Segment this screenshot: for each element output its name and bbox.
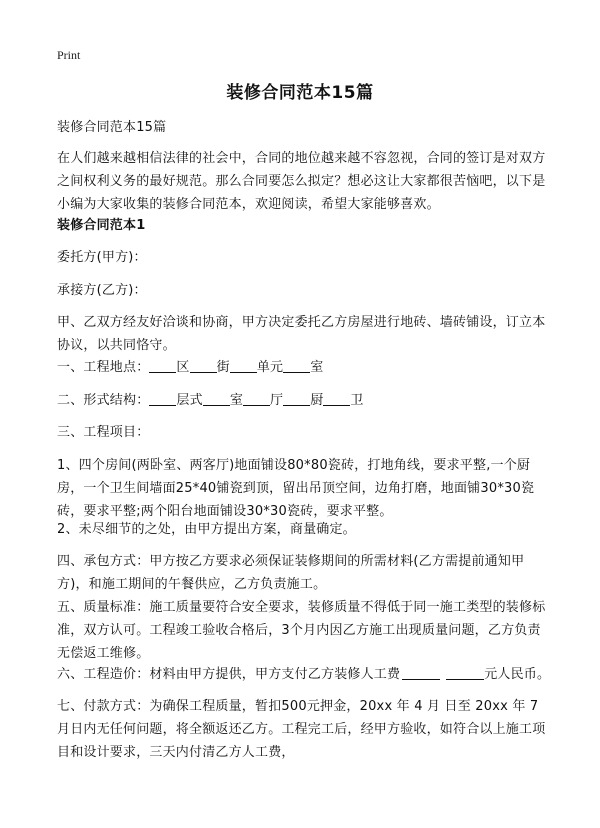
item-1-label: 一、工程地点：	[57, 360, 150, 375]
blank-field	[283, 358, 310, 373]
blank-field	[446, 665, 484, 680]
print-link[interactable]: Print	[57, 48, 81, 62]
item-3-2-paragraph: 2、未尽细节的之处，由甲方提出方案，商量确定。	[57, 522, 356, 537]
blank-field	[283, 391, 310, 406]
item-2-structure	[57, 389, 364, 412]
document-title: 装修合同范本15篇	[226, 83, 374, 103]
blank-field	[149, 391, 176, 406]
section-heading: 装修合同范本1	[57, 218, 146, 233]
unit-kitchen: 厨	[310, 393, 324, 408]
document-subtitle: 装修合同范本15篇	[57, 120, 167, 135]
item-7-paragraph: 七、付款方式：为确保工程质量，暂扣500元押金，20xx 年 4 月 日至 20xx 年 7 月日内无任何问题，将全额返还乙方。工程完工后，经甲方验收，如符合以上施工项目和设计要求，三天内付清乙方人工费，	[57, 699, 546, 760]
blank-field	[149, 358, 176, 373]
blank-field	[190, 358, 217, 373]
unit-room: 室	[310, 360, 324, 375]
party-b-line: 承接方(乙方)：	[57, 283, 147, 298]
party-a-line: 委托方(甲方)：	[57, 250, 147, 265]
blank-field	[323, 391, 350, 406]
unit-street: 街	[216, 360, 230, 375]
intro-paragraph: 在人们越来越相信法律的社会中，合同的地位越来越不容忽视，合同的签订是对双方之间权利义务的最好规范。那么合同要怎么拟定？想必这让大家都很苦恼吧，以下是小编为大家收集的装修合同范本，欢迎阅读，希望大家能够喜欢。	[57, 151, 546, 212]
unit-district: 区	[176, 360, 190, 375]
blank-field	[203, 391, 230, 406]
item-6-cost	[57, 663, 550, 686]
blank-field	[243, 391, 270, 406]
item-6-label: 六、工程造价：材料由甲方提供，甲方支付乙方装修人工费	[57, 667, 401, 682]
item-3-1-paragraph: 1、四个房间(两卧室、两客厅)地面铺设80*80瓷砖，打地角线，要求平整,一个厨房，一个卫生间墙面25*40铺瓷到顶，留出吊顶空间，边角打磨，地面铺30*30瓷砖，要求平整;两个阳台地面铺设30*30瓷砖，要求平整。	[57, 458, 535, 519]
unit-unit: 单元	[256, 360, 284, 375]
item-5-paragraph: 五、质量标准：施工质量要符合安全要求，装修质量不得低于同一施工类型的装修标准，双方认可。工程竣工验收合格后，3个月内因乙方施工出现质量问题，乙方负责无偿返工维修。	[57, 600, 546, 661]
agreement-paragraph: 甲、乙双方经友好洽谈和协商，甲方决定委托乙方房屋进行地砖、墙砖铺设，订立本协议，以共同恪守。	[57, 315, 546, 353]
unit-hall: 厅	[270, 393, 284, 408]
item-1-location	[57, 356, 323, 379]
item-2-label: 二、形式结构：	[57, 393, 150, 408]
item-6-unit: 元人民币。	[484, 667, 551, 682]
blank-field	[230, 358, 257, 373]
blank-field	[402, 665, 440, 680]
unit-bathroom: 卫	[350, 393, 364, 408]
unit-bedroom: 室	[229, 393, 244, 408]
item-4-paragraph: 四、承包方式：甲方按乙方要求必须保证装修期间的所需材料(乙方需提前通知甲方)，和施工期间的午餐供应，乙方负责施工。	[57, 554, 525, 592]
unit-floor: 层式	[176, 393, 203, 408]
item-3-heading: 三、工程项目：	[57, 425, 150, 440]
